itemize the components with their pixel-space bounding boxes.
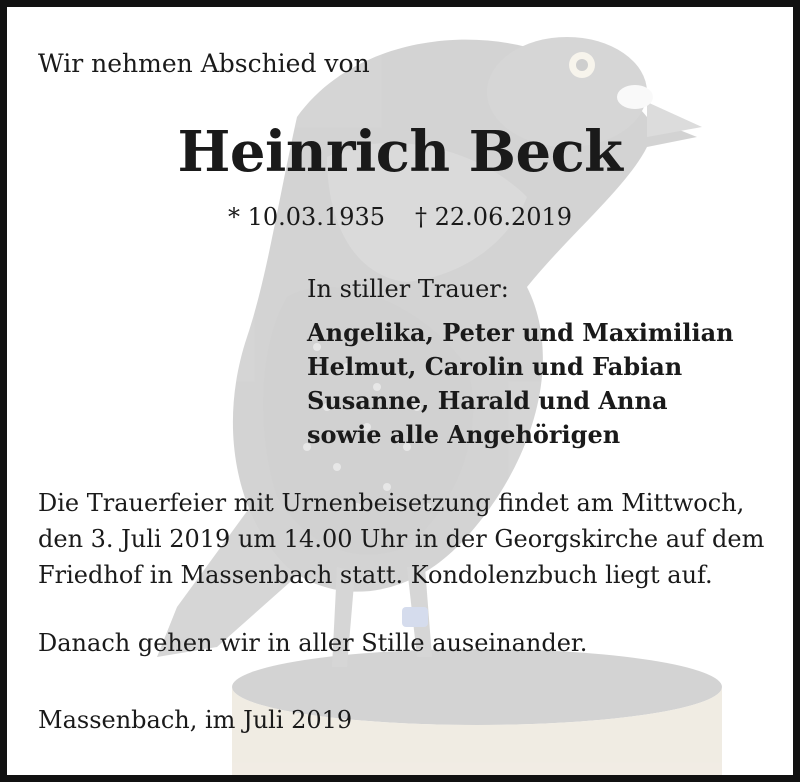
life-dates xyxy=(7,203,793,231)
mourner-line: Susanne, Harald und Anna xyxy=(307,386,668,415)
pigeon-cere xyxy=(617,85,653,109)
service-line: Friedhof in Massenbach statt. Kondolenzbuch liegt auf. xyxy=(38,561,713,589)
service-paragraph xyxy=(38,485,764,593)
intro-text: Wir nehmen Abschied von xyxy=(38,49,370,78)
mourner-line: sowie alle Angehörigen xyxy=(307,420,621,449)
mourner-line: Angelika, Peter und Maximilian xyxy=(307,318,734,347)
deceased-name: Heinrich Beck xyxy=(177,119,623,185)
mourner-line: Helmut, Carolin und Fabian xyxy=(307,352,683,381)
service-line: den 3. Juli 2019 um 14.00 Uhr in der Georgskirche auf dem xyxy=(38,525,765,553)
place-date: Massenbach, im Juli 2019 xyxy=(38,706,353,734)
birth-date: * 10.03.1935 xyxy=(227,203,385,231)
mourning-label: In stiller Trauer: xyxy=(307,275,509,303)
closing-text: Danach gehen wir in aller Stille auseinander. xyxy=(38,629,588,657)
pigeon-ring xyxy=(402,607,428,627)
death-date: † 22.06.2019 xyxy=(415,203,573,231)
service-line: Die Trauerfeier mit Urnenbeisetzung findet am Mittwoch, xyxy=(38,489,745,517)
